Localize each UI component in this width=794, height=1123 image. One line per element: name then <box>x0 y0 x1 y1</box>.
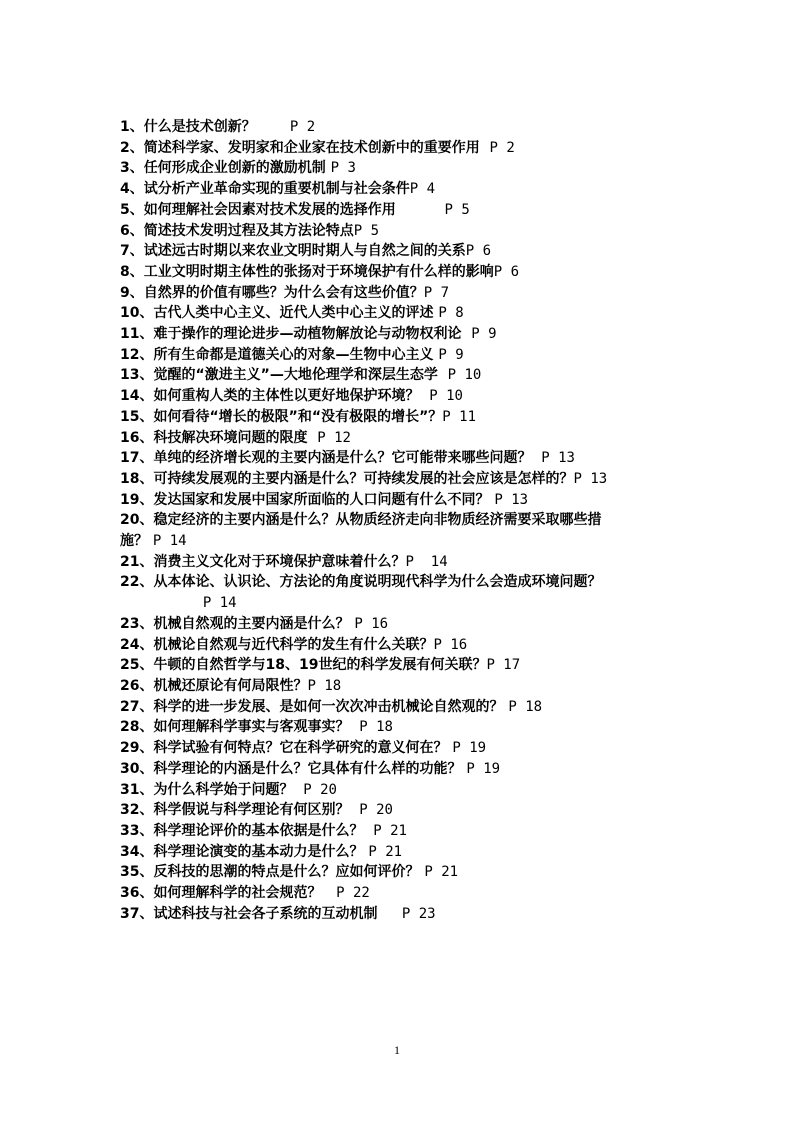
item-number: 22、 <box>120 574 154 591</box>
item-number: 28、 <box>120 719 154 736</box>
item-gap <box>321 885 336 901</box>
item-page-ref: P 5 <box>353 222 380 239</box>
item-page-ref: P 23 <box>401 905 436 922</box>
item-page-ref: P 6 <box>465 243 492 260</box>
item-title: 科学假说与科学理论有何区别？ <box>153 802 350 819</box>
item-title: 反科技的思潮的特点是什么？应如何评价？ <box>153 864 420 881</box>
item-title: 工业文明时期主体性的张扬对于环境保护有什么样的影响 <box>143 263 494 280</box>
item-number: 7、 <box>120 243 144 260</box>
item-number: 12、 <box>120 346 154 363</box>
item-page-ref: P 10 <box>447 367 482 384</box>
item-title: 如何看待“增长的极限”和“没有极限的增长”？ <box>153 408 443 425</box>
item-page-ref: P 20 <box>303 781 337 798</box>
item-title: 从本体论、认识论、方法论的角度说明现代科学为什么会造成环境问题？ <box>153 574 602 591</box>
item-title: 如何理解社会因素对技术发展的选择作用 <box>143 201 396 218</box>
toc-item <box>120 862 680 883</box>
item-page-ref: P 21 <box>373 822 407 839</box>
toc-item <box>120 407 680 428</box>
item-number: 29、 <box>120 740 154 757</box>
item-page-ref: P 18 <box>359 719 393 736</box>
toc-item <box>120 904 680 925</box>
item-page-ref: P 9 <box>438 346 464 363</box>
item-gap <box>396 202 445 218</box>
item-number: 36、 <box>120 885 154 902</box>
item-gap <box>377 906 401 922</box>
toc-item <box>120 780 680 801</box>
item-number: 17、 <box>120 450 154 467</box>
item-page-ref: P 13 <box>541 450 575 467</box>
item-title: 如何重构人类的主体性以更好地保护环境？ <box>153 388 420 405</box>
item-page-ref: P 14 <box>405 553 448 570</box>
item-title: 觉醒的“激进主义”—大地伦理学和深层生态学 <box>153 367 438 384</box>
item-title: 所有生命都是道德关心的对象—生物中心主义 <box>153 346 434 363</box>
toc-item <box>120 655 680 676</box>
item-page-ref: P 21 <box>424 864 459 881</box>
item-number: 13、 <box>120 367 154 384</box>
item-title: 单纯的经济增长观的主要内涵是什么？它可能带来哪些问题？ <box>153 450 532 467</box>
toc-item <box>120 428 680 449</box>
item-number: 8、 <box>120 263 144 280</box>
item-page-ref: P 13 <box>573 470 608 487</box>
item-number: 5、 <box>120 201 144 218</box>
toc-item <box>120 490 680 511</box>
item-number: 27、 <box>120 698 154 715</box>
item-page-ref: P 7 <box>423 284 450 301</box>
item-title: 什么是技术创新？ <box>143 119 256 135</box>
item-gap <box>363 823 373 839</box>
toc-item <box>120 738 680 759</box>
item-title: 机械还原论有何局限性？ <box>153 677 308 694</box>
toc-item <box>120 510 680 551</box>
item-page-ref: P 20 <box>359 802 393 819</box>
item-title: 如何理解科学的社会规范？ <box>153 885 322 902</box>
toc-item <box>120 138 680 159</box>
item-page-ref: P 19 <box>466 760 501 777</box>
item-gap <box>531 450 541 466</box>
item-number: 33、 <box>120 822 154 839</box>
item-page-ref: P 14 <box>202 595 237 612</box>
item-title: 科学的进一步发展、是如何一次次冲击机械论自然观的？ <box>153 698 504 715</box>
item-page-ref: P 22 <box>336 885 370 902</box>
item-gap <box>256 119 290 135</box>
toc-item <box>120 324 680 345</box>
item-page-ref: P 8 <box>438 305 464 322</box>
page-number: 1 <box>394 1043 400 1057</box>
item-title: 试述科技与社会各子系统的互动机制 <box>153 905 378 922</box>
item-page-ref: P 2 <box>289 119 316 135</box>
item-title: 科学理论的内涵是什么？它具体有什么样的功能？ <box>153 760 462 777</box>
item-title: 简述科学家、发明家和企业家在技术创新中的重要作用 <box>143 139 480 156</box>
toc-item <box>120 241 680 262</box>
toc-item <box>120 200 680 221</box>
toc-item <box>120 303 680 324</box>
item-number: 34、 <box>120 843 154 860</box>
item-number: 15、 <box>120 408 154 425</box>
item-title: 科学理论演变的基本动力是什么？ <box>153 843 364 860</box>
toc-item <box>120 697 680 718</box>
table-of-contents <box>120 117 680 924</box>
toc-item <box>120 717 680 738</box>
item-number: 10、 <box>120 305 154 322</box>
item-number: 25、 <box>120 657 154 674</box>
item-number: 18、 <box>120 470 154 487</box>
item-gap <box>349 802 359 818</box>
item-title: 古代人类中心主义、近代人类中心主义的评述 <box>153 305 434 322</box>
item-title: 牛顿的自然哲学与18、19世纪的科学发展有何关联？ <box>153 657 487 674</box>
item-title: 难于操作的理论进步—动植物解放论与动物权利论 <box>153 326 462 343</box>
item-page-ref: P 10 <box>429 388 463 405</box>
toc-item <box>120 179 680 200</box>
item-title: 科学理论评价的基本依据是什么？ <box>153 822 364 839</box>
toc-item <box>120 800 680 821</box>
item-title: 机械论自然观与近代科学的发生有什么关联？ <box>153 636 434 653</box>
item-number: 37、 <box>120 905 154 922</box>
item-number: 35、 <box>120 864 154 881</box>
toc-item <box>120 883 680 904</box>
item-number: 24、 <box>120 636 154 653</box>
item-gap <box>480 140 490 156</box>
item-number: 20、 <box>120 512 154 529</box>
item-gap <box>419 388 429 404</box>
item-gap <box>461 326 471 342</box>
item-title: 如何理解科学事实与客观事实？ <box>153 719 350 736</box>
item-gap <box>349 719 359 735</box>
toc-item <box>120 469 680 490</box>
item-number: 3、 <box>120 160 144 177</box>
item-page-ref: P 4 <box>409 181 436 198</box>
item-page-ref: P 2 <box>489 139 515 156</box>
item-title: 消费主义文化对于环境保护意味着什么？ <box>153 553 406 570</box>
item-number: 19、 <box>120 491 154 508</box>
toc-item <box>120 614 680 635</box>
item-gap <box>293 782 303 798</box>
item-page-ref: P 9 <box>471 326 497 343</box>
toc-item <box>120 572 680 613</box>
item-page-ref: P 11 <box>442 408 477 425</box>
toc-item <box>120 221 680 242</box>
item-page-ref: P 16 <box>433 636 468 653</box>
toc-item <box>120 365 680 386</box>
item-page-ref: P 17 <box>486 657 521 674</box>
item-number: 6、 <box>120 222 144 239</box>
toc-item <box>120 448 680 469</box>
item-title: 科学试验有何特点？它在科学研究的意义何在？ <box>153 740 448 757</box>
item-title: 机械自然观的主要内涵是什么？ <box>153 615 350 632</box>
item-continuation: 施？ P 14 <box>120 533 187 550</box>
toc-item <box>120 345 680 366</box>
item-number: 1、 <box>120 119 144 135</box>
item-number: 9、 <box>120 284 144 301</box>
item-page-ref: P 19 <box>452 740 487 757</box>
item-title: 稳定经济的主要内涵是什么？从物质经济走向非物质经济需要采取哪些措 <box>153 512 602 529</box>
item-title: 自然界的价值有哪些？为什么会有这些价值？ <box>143 284 424 301</box>
toc-item <box>120 759 680 780</box>
item-page-ref: P 21 <box>368 843 403 860</box>
item-number: 32、 <box>120 802 154 819</box>
toc-item <box>120 386 680 407</box>
toc-item <box>120 158 680 179</box>
item-page-ref: P 5 <box>444 201 470 218</box>
item-title: 发达国家和发展中国家所面临的人口问题有什么不同？ <box>153 491 490 508</box>
item-page-ref: P 18 <box>508 698 543 715</box>
item-number: 2、 <box>120 139 144 156</box>
item-number: 21、 <box>120 553 154 570</box>
toc-item <box>120 552 680 573</box>
item-page-ref: P 6 <box>493 263 520 280</box>
item-number: 11、 <box>120 326 154 343</box>
item-page-ref: P 12 <box>317 429 351 446</box>
item-title: 简述技术发明过程及其方法论特点 <box>143 222 354 239</box>
toc-item <box>120 842 680 863</box>
item-number: 30、 <box>120 760 154 777</box>
toc-item <box>120 117 680 138</box>
item-number: 31、 <box>120 781 154 798</box>
item-number: 14、 <box>120 388 154 405</box>
toc-item <box>120 283 680 304</box>
item-continuation <box>120 593 680 614</box>
item-title: 试述远古时期以来农业文明时期人与自然之间的关系 <box>143 243 466 260</box>
item-number: 26、 <box>120 677 154 694</box>
toc-item <box>120 635 680 656</box>
item-title: 为什么科学始于问题？ <box>153 781 294 798</box>
item-title: 可持续发展观的主要内涵是什么？可持续发展的社会应该是怎样的？ <box>153 470 574 487</box>
toc-item <box>120 676 680 697</box>
item-number: 23、 <box>120 615 154 632</box>
item-title: 任何形成企业创新的激励机制 <box>143 160 326 177</box>
item-gap <box>307 430 317 446</box>
item-page-ref: P 14 <box>152 533 187 550</box>
item-title: 科技解决环境问题的限度 <box>153 429 308 446</box>
item-title: 试分析产业革命实现的重要机制与社会条件 <box>143 181 410 198</box>
item-gap <box>438 367 448 383</box>
item-page-ref: P 16 <box>354 615 389 632</box>
item-page-ref: P 13 <box>494 491 529 508</box>
item-page-ref: P 3 <box>330 160 356 177</box>
toc-item <box>120 821 680 842</box>
toc-item <box>120 262 680 283</box>
item-number: 16、 <box>120 429 154 446</box>
item-number: 4、 <box>120 181 144 198</box>
item-page-ref: P 18 <box>307 677 342 694</box>
